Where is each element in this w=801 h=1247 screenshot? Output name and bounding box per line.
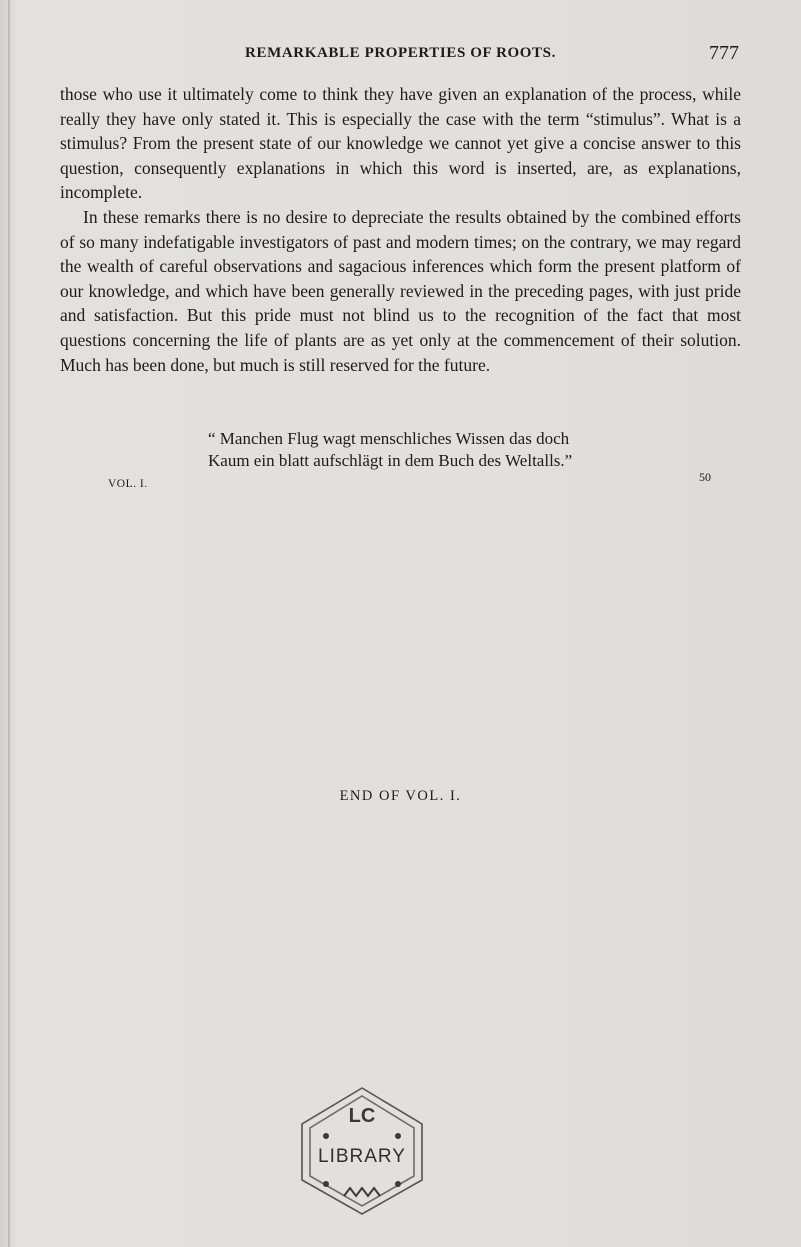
signature-number: 50 [699, 470, 711, 484]
stamp-top-text: LC [348, 1105, 376, 1127]
page-gutter-shadow [8, 0, 10, 1247]
end-of-volume-note: END OF VOL. I. [339, 788, 462, 804]
paragraph: those who use it ultimately come to think they have given an explanation of the process, while really they have only stated it. This is especially the case with the term “stimulus”. What is a stimulus? From the present state of our knowledge we cannot yet give a concise answer to this question, consequently explanations in which this word is inserted, are, as explanations, incomplete. [60, 84, 741, 203]
quote-line: Kaum ein blatt aufschlägt in dem Buch des Weltalls.” [208, 451, 573, 470]
paragraph: In these remarks there is no desire to depreciate the results obtained by the combined efforts of so many indefatigable investigators of past and modern times; on the contrary, we may regard the wealth of careful observations and sagacious inferences which form the present platform of our knowledge, and which have been generally reviewed in the preceding pages, with just pride and satisfaction. But this pride must not blind us to the recognition of the fact that most questions concerning the life of plants are as yet only at the commencement of their solution. Much has been done, but much is still reserved for the future. [60, 206, 741, 375]
quote-line: “ Manchen Flug wagt menschliches Wissen das doch [208, 429, 570, 448]
library-stamp-icon [292, 1080, 432, 1220]
page-header [60, 42, 741, 68]
page-number: 777 [709, 42, 739, 64]
signature-volume-mark: VOL. I. [108, 478, 148, 490]
closing-quotation [208, 428, 572, 472]
stamp-middle-text: LIBRARY [318, 1146, 406, 1167]
running-head: REMARKABLE PROPERTIES OF ROOTS. [245, 45, 556, 61]
body-text [60, 82, 741, 377]
